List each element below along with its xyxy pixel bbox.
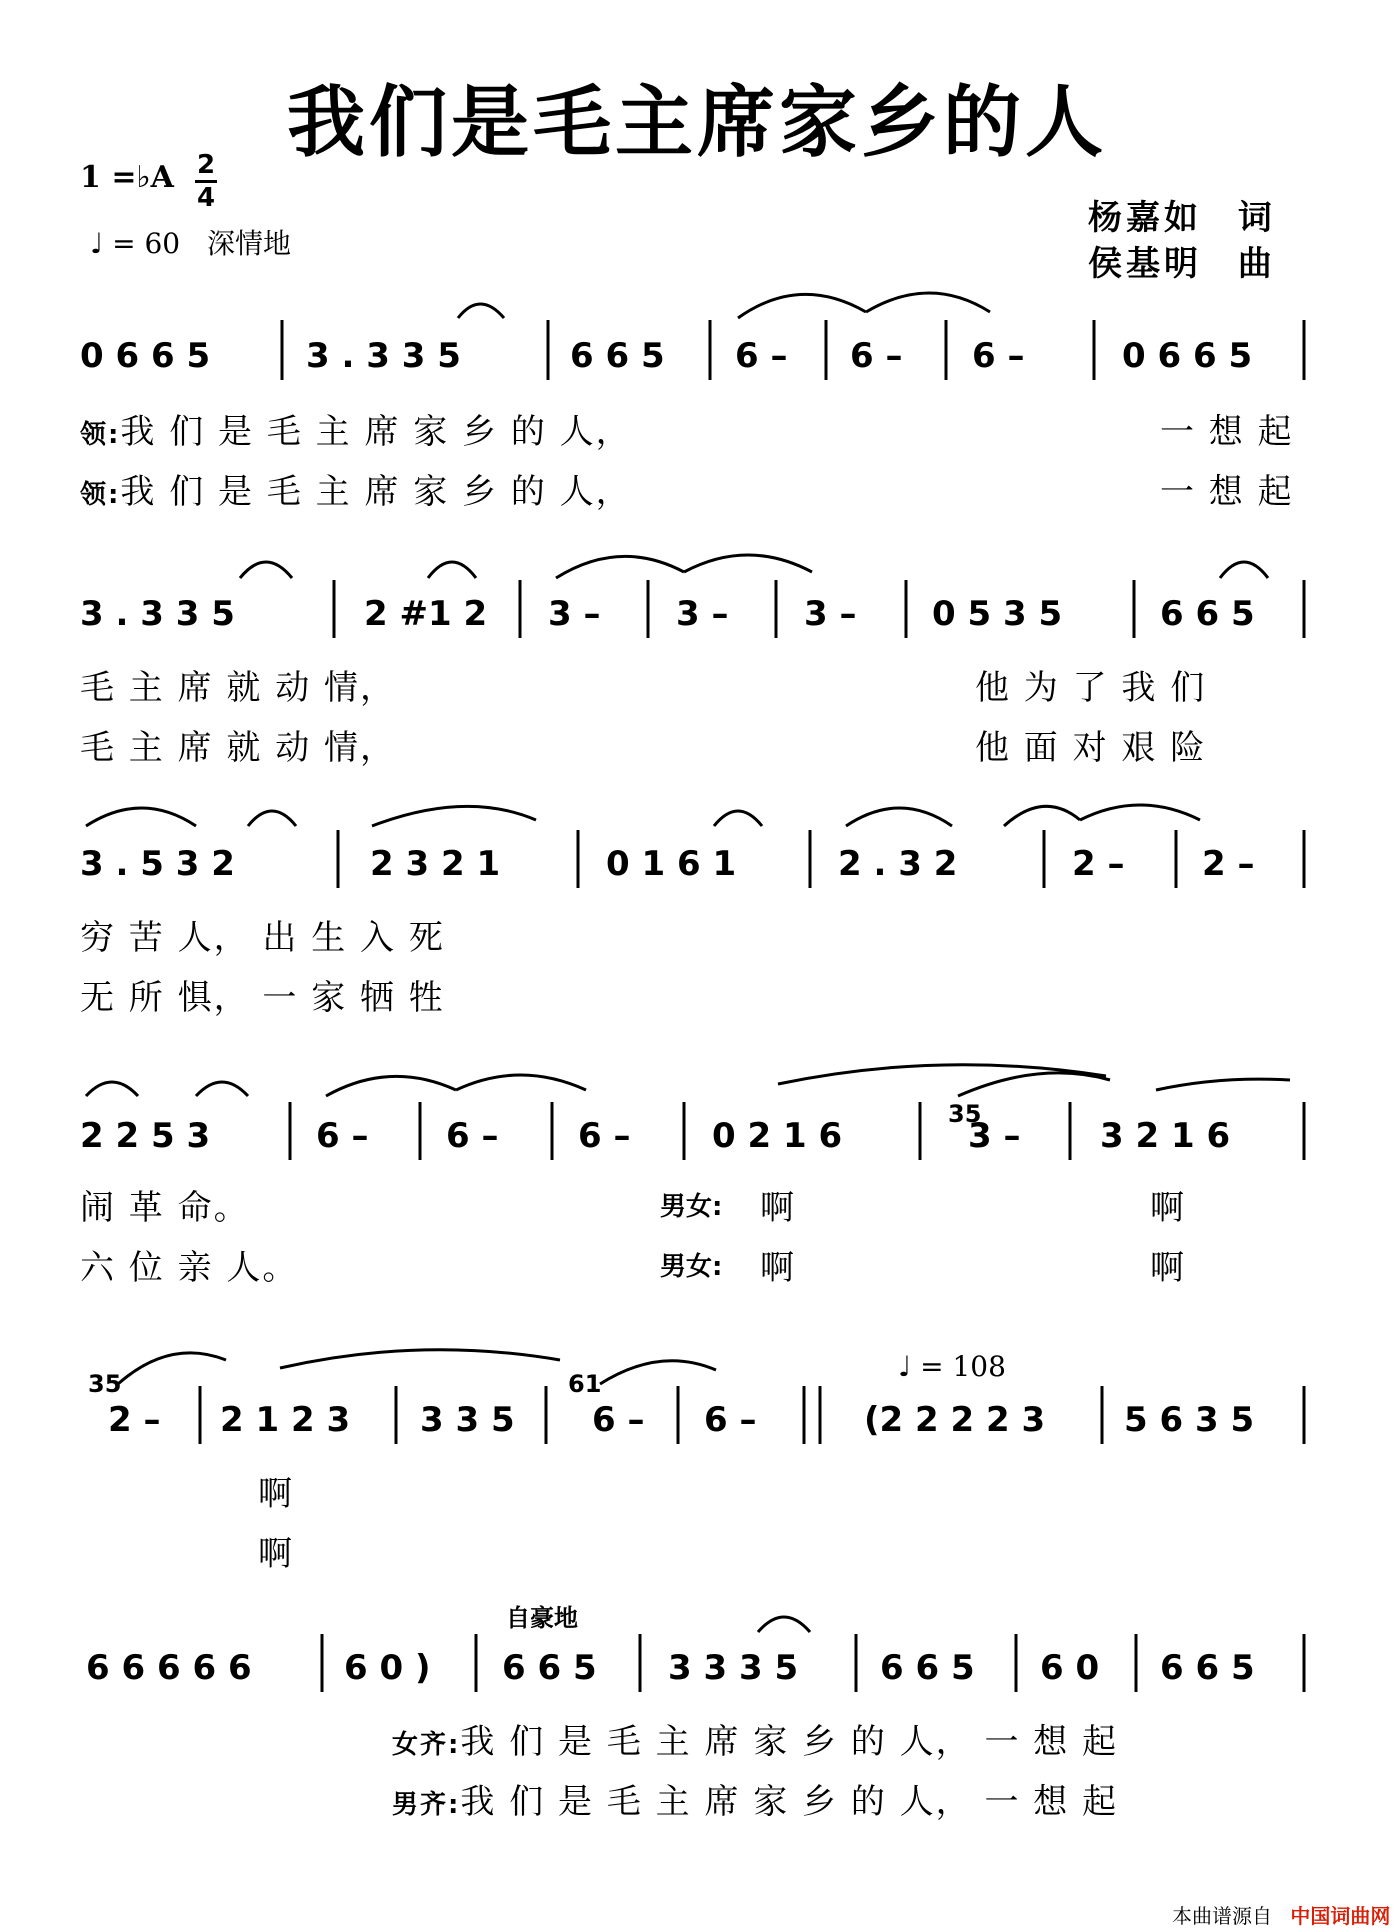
staff-4-measure-3: 6 – — [446, 1116, 499, 1156]
lyric-role: 领: — [80, 480, 121, 510]
staff-4-measure-5: 0 2 1 6 — [712, 1116, 843, 1156]
staff-1-lyric-1-end: 一 想 起 — [1160, 412, 1294, 452]
staff-1-measure-4: 6 – — [735, 336, 788, 376]
quarter-note-icon: ♩ — [90, 227, 104, 260]
page-title: 我们是毛主席家乡的人 — [286, 77, 1107, 168]
staff-4-grace-note: 35 — [948, 1100, 982, 1128]
staff-6-measure-3: 6 6 5 — [502, 1648, 597, 1688]
composer-name: 侯基明 — [1088, 244, 1202, 284]
lyricist-role: 词 — [1237, 198, 1276, 238]
staff-3-measure-4: 2 . 3 2 — [838, 844, 958, 884]
staff-2-lyric-1: 毛 主 席 就 动 情， — [80, 668, 397, 708]
key-signature: 1 =♭A — [80, 160, 174, 195]
staff-2-lyric-2: 毛 主 席 就 动 情， — [80, 728, 397, 768]
staff-5-measure-6: (2 2 2 2 3 — [864, 1400, 1046, 1440]
staff-6-expression: 自豪地 — [506, 1604, 578, 1632]
staff-1-measure-1: 0 6 6 5 — [80, 336, 211, 376]
staff-4-measure-2: 6 – — [316, 1116, 369, 1156]
staff-5-measure-3: 3 3 5 — [420, 1400, 515, 1440]
staff-5-measure-1: 2 – — [108, 1400, 161, 1440]
staff-4-lyric-1: 闹 革 命。 — [80, 1188, 250, 1228]
staff-4-lyric-2: 六 位 亲 人。 — [80, 1248, 299, 1288]
staff-4-lyric-1-role: 男女: — [660, 1192, 723, 1222]
staff-6-measure-2: 6 0 ) — [344, 1648, 431, 1688]
expression-marking: 深情地 — [207, 227, 292, 260]
staff-6-measure-5: 6 6 5 — [880, 1648, 975, 1688]
staff-1-lyric-2-end: 一 想 起 — [1160, 472, 1294, 512]
staff-5-measure-7: 5 6 3 5 — [1124, 1400, 1255, 1440]
staff-5-measure-5: 6 – — [704, 1400, 757, 1440]
time-signature-bottom: 4 — [196, 183, 216, 213]
staff-6-measure-1: 6 6 6 6 6 — [86, 1648, 252, 1688]
lyric-role: 女齐: — [392, 1730, 461, 1760]
composer-role: 曲 — [1237, 244, 1276, 284]
tempo-value: = 60 — [112, 227, 181, 260]
staff-5-grace-note-a: 35 — [88, 1370, 122, 1398]
staff-5-tempo-value: = 108 — [920, 1350, 1006, 1383]
staff-2-measure-6: 0 5 3 5 — [932, 594, 1063, 634]
lyric-text: 我 们 是 毛 主 席 家 乡 的 人， 一 想 起 — [460, 1782, 1119, 1822]
staff-3-lyric-1: 穷 苦 人， 出 生 入 死 — [80, 918, 445, 958]
staff-2-measure-2: 2 #1 2 — [364, 594, 488, 634]
staff-4-measure-4: 6 – — [578, 1116, 631, 1156]
lyric-role: 领: — [80, 420, 121, 450]
staff-1-measure-3: 6 6 5 — [570, 336, 665, 376]
staff-4-lyric-2-end: 啊 — [1150, 1248, 1186, 1288]
staff-6-measure-4: 3 3 3 5 — [668, 1648, 799, 1688]
lyricist-name: 杨嘉如 — [1088, 198, 1202, 238]
staff-2-measure-4: 3 – — [676, 594, 729, 634]
staff-2-measure-3: 3 – — [548, 594, 601, 634]
staff-4-lyric-2-mid: 啊 — [760, 1248, 796, 1288]
staff-1-measure-7: 0 6 6 5 — [1122, 336, 1253, 376]
staff-2-lyric-1-end: 他 为 了 我 们 — [975, 668, 1207, 708]
staff-3-measure-3: 0 1 6 1 — [606, 844, 737, 884]
staff-4-lyric-2-role: 男女: — [660, 1252, 723, 1282]
staff-5-lyric-2: 啊 — [258, 1534, 294, 1574]
lyric-role: 男齐: — [392, 1790, 461, 1820]
staff-1-measure-6: 6 – — [972, 336, 1025, 376]
time-signature-top: 2 — [196, 150, 216, 180]
staff-5-measure-2: 2 1 2 3 — [220, 1400, 351, 1440]
staff-6-measure-6: 6 0 — [1040, 1648, 1100, 1688]
staff-3-lyric-2: 无 所 惧， 一 家 牺 牲 — [80, 978, 445, 1018]
staff-1-measure-2: 3 . 3 3 5 — [306, 336, 461, 376]
lyric-text: 我 们 是 毛 主 席 家 乡 的 人， — [120, 472, 632, 512]
staff-4-measure-1: 2 2 5 3 — [80, 1116, 211, 1156]
staff-3-measure-6: 2 – — [1202, 844, 1255, 884]
footer-site-link[interactable]: 中国词曲网 — [1290, 1904, 1391, 1928]
staff-3-measure-1: 3 . 5 3 2 — [80, 844, 235, 884]
staff-2-measure-1: 3 . 3 3 5 — [80, 594, 235, 634]
staff-2-measure-7: 6 6 5 — [1160, 594, 1255, 634]
staff-4-measure-6: 3 – — [968, 1116, 1021, 1156]
footer-text: 本曲谱源自 — [1172, 1904, 1272, 1928]
staff-4-lyric-1-mid: 啊 — [760, 1188, 796, 1228]
quarter-note-icon: ♩ — [898, 1350, 912, 1383]
staff-1-measure-5: 6 – — [850, 336, 903, 376]
staff-2-measure-5: 3 – — [804, 594, 857, 634]
staff-3-measure-5: 2 – — [1072, 844, 1125, 884]
staff-6-measure-7: 6 6 5 — [1160, 1648, 1255, 1688]
staff-4-lyric-1-end: 啊 — [1150, 1188, 1186, 1228]
staff-3-measure-2: 2 3 2 1 — [370, 844, 501, 884]
staff-4-measure-7: 3 2 1 6 — [1100, 1116, 1231, 1156]
staff-5-lyric-1: 啊 — [258, 1474, 294, 1514]
staff-5-measure-4: 6 – — [592, 1400, 645, 1440]
staff-2-lyric-2-end: 他 面 对 艰 险 — [975, 728, 1207, 768]
lyric-text: 我 们 是 毛 主 席 家 乡 的 人， — [120, 412, 632, 452]
staff-5-grace-note-b: 61 — [568, 1370, 602, 1398]
lyric-text: 我 们 是 毛 主 席 家 乡 的 人， 一 想 起 — [460, 1722, 1119, 1762]
